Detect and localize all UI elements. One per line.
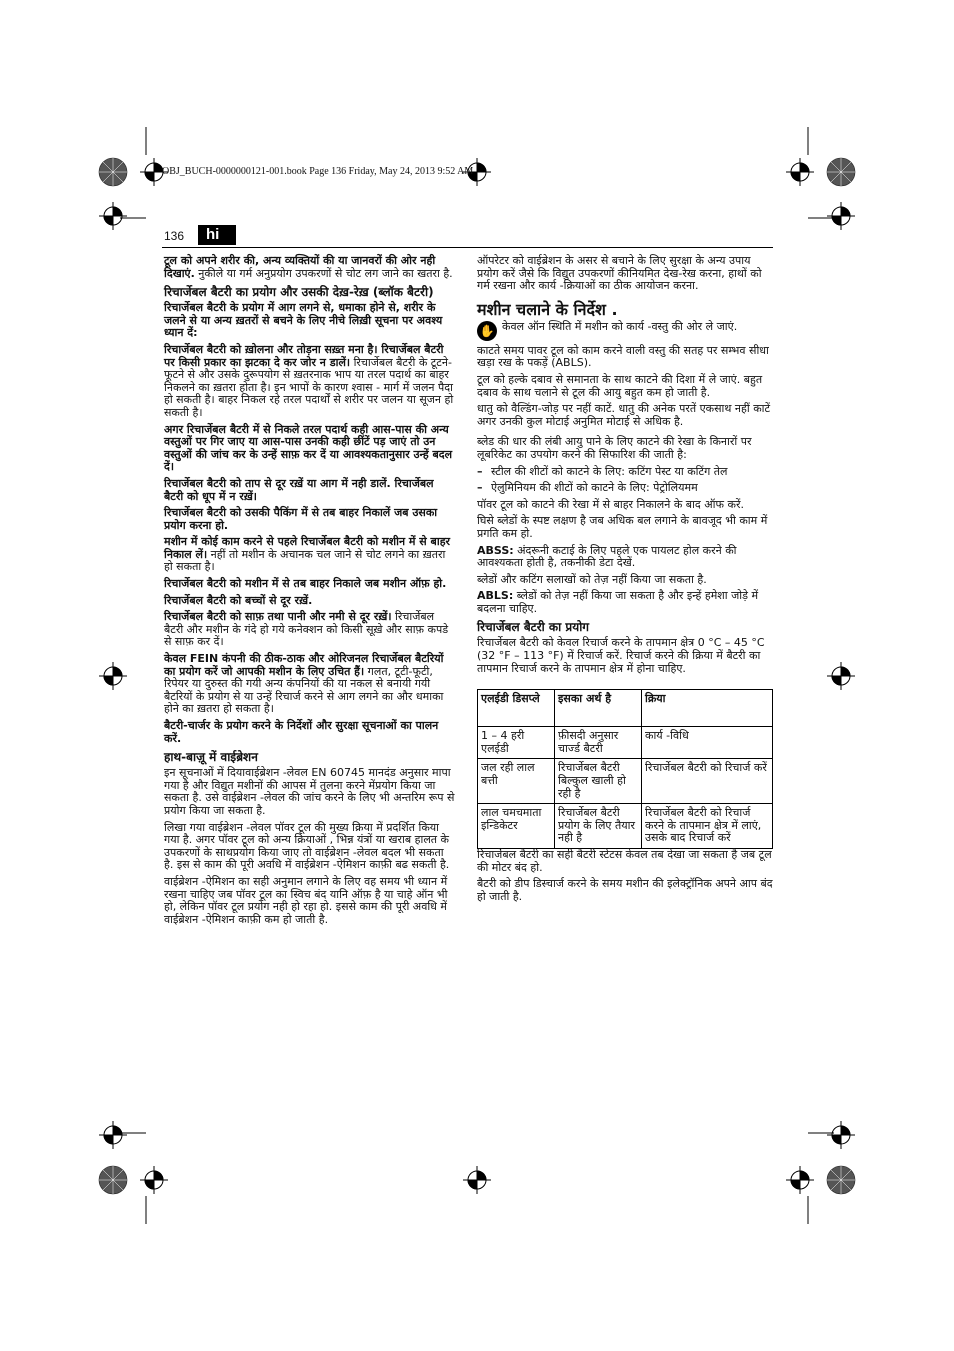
paragraph: रिचार्जेबल बैटरी को ख़ोलना और तोड़ना सख़्त मना है। रिचार्जेबल बैटरी पर किसी प्रकार का झटका दे कर जोर न डालें। रिचार्जेबल बैटरी के टूटने-फूटने से और उसके दुरूपयोग से ख़तरनाक भाप या तरल पदार्थ का बाहर निकलने का ख़तरा होता है। इन भापों के कारण श्वास - मार्ग में जलन पैदा हो सकती है। बाहर निकल रहे तरल पदार्थों से शरीर पर जलन या सूजन हो सकती है। (164, 342, 454, 419)
paragraph: घिसे ब्लेडों के स्पष्ट लक्षण है जब अधिक बल लगाने के बावजूद भी काम में प्रगति कम हो. (477, 514, 768, 540)
paragraph: वाईब्रेशन -ऐमिशन का सही अनुमान लगाने के लिए वह समय भी ध्यान में रखना चाहिए जब पॉवर टूल का स्विच बंद यानि ऑफ़ है या चाहे ऑन भी हो, लेकिन पॉवर टूल प्रयोग नही हो रहा हो. इससे काम की पूरी अवधि में वाईब्रेशन -ऐमिशन काफ़ी कम हो जाती है. (164, 874, 448, 926)
note-row (477, 321, 773, 341)
paragraph: अगर रिचार्जेबल बैटरी में से निकले तरल पदार्थ कही आस-पास की अन्य वस्तुओं पर गिर जाए या आस-पास उनकी कही छींटें पड़ जाएं तो उन वस्तुओं की जांच कर के उन्हें साफ़ कर दें या आवश्यकतानुसार उन्हें बदल दें। (164, 422, 453, 474)
left-column (164, 255, 455, 930)
note-text: केवल ऑन स्थिति में मशीन को कार्य -वस्तु की ओर ले जाएं. (502, 319, 738, 333)
paragraph: धातु को वैल्डिंग-जोड़ पर नहीं काटें. धातु की अनेक परतें एकसाथ नहीं काटें अगर उनकी कुल मोटाई अनुमित मोटाई से अधिक है. (477, 402, 771, 428)
table-cell: रिचार्जेबल बैटरी बिल्कुल खाली हो रही है (555, 759, 642, 804)
table-header-row (478, 690, 773, 727)
paragraph: ब्लेड की धार की लंबी आयु पाने के लिए काटने की रेखा के किनारों पर लूबरिकेट का उपयोग करने की सिफारिश की जाती है: (477, 435, 752, 461)
right-column (477, 255, 773, 907)
list-item: – ऐलुमिनियम की शीटों को काटने के लिए: पेट्रोलियमम (477, 482, 773, 495)
paragraph: रिचार्जेबल बैटरी को उसकी पैकिंग में से तब बाहर निकालें जब उसका प्रयोग करना हो. (164, 506, 438, 532)
paragraph: रिचार्जेबल बैटरी को ताप से दूर रख़ें या आग में नही डालें. रिचार्जेबल बैटरी को धूप में न रख़ें। (164, 476, 434, 503)
info-hand-icon: ✋ (477, 321, 497, 341)
paragraph: टूल को अपने शरीर की, अन्य व्यक्तियों की या जानवरों की ओर नही दिखाएं. नुकीले या गर्म अनुप्रयोग उपकरणों से चोट लग जाने का खतरा है. (164, 254, 453, 280)
table-header-cell: इसका अर्थ है (555, 690, 642, 727)
paragraph: केवल FEIN कंपनी की ठीक-ठाक और ओरिजनल रिचार्जेबल बैटरियों का प्रयोग करें जो आपकी मशीन के लिए उचित हैं। गलत, टूटी-फूटी, रिपेयर या दुरुस्त की गयी अन्य कंपनियों की या नकल से बनायी गयी बैटरियों के प्रयोग से या उन्हें रिचार्ज करने से आग लगने का और धमाका होने का ख़तरा हो सकता है। (164, 652, 444, 716)
list-item: – स्टील की शीटों को काटने के लिए: कटिंग पेस्ट या कटिंग तेल (477, 466, 773, 479)
table-cell: 1 – 4 हरी एलईडी (478, 727, 555, 759)
table-cell: फ़ीसदी अनुसार चार्ज्ड बैटरी (555, 727, 642, 759)
heading-battery-care: रिचार्जेबल बैटरी का प्रयोग और उसकी देख़-रेख़ (ब्लॉक बैटरी) (164, 285, 434, 300)
paragraph: काटते समय पावर टूल को काम करने वाली वस्तु की सतह पर सम्भव सीधा खड़ा रख के पकड़ें (ABLS). (477, 343, 769, 370)
paragraph: रिचार्जेबल बैटरी को केवल रिचार्ज करने के तापमान क्षेत्र 0 °C – 45 °C (32 °F – 113 °F) में रिचार्ज करें. रिचार्ज करने की क्रिया में बैटरी का तापमान रिचार्ज करने के तापमान क्षेत्र में होना चाहिए. (477, 636, 765, 675)
heading-battery-use: रिचार्जेबल बैटरी का प्रयोग (477, 620, 590, 635)
paragraph: टूल को हल्के दबाव से समानता के साथ काटने की दिशा में ले जाएं. बहुत दबाव के साथ चलाने से टूल की आयु बहुत कम हो जाती है. (477, 372, 763, 399)
table-cell: रिचार्जेबल बैटरी को रिचार्ज करने के तापमान क्षेत्र में लाएं, उसके बाद रिचार्ज करें (642, 804, 773, 849)
paragraph: रिचार्जेबल बैटरी के प्रयोग में आग लगने से, धमाका होने से, शरीर के जलने से या अन्य ख़तरों से बचने के लिए नीचे लिख़ी सूचना पर अवश्य ध्यान दें: (164, 301, 443, 340)
heading-operation: मशीन चलाने के निर्देश . (477, 299, 618, 319)
paragraph: बैटरी को डीप डिस्चार्ज करने के समय मशीन की इलेक्ट्रॉनिक अपने आप बंद हो जाती है. (477, 877, 773, 903)
paragraph: लिखा गया वाईब्रेशन -लेवल पॉवर टूल की मुख्य क्रिया में प्रदर्शित किया गया है. अगर पॉवर टूल को अन्य क्रियाओं , भिन्न यंत्रों या खराब हालत के उपकरणों के साथप्रयोग किया जाए तो वाईब्रेशन -लेवल बदल भी सकता है. इस से काम की पूरी अवधि में वाईब्रेशन -ऐमिशन काफ़ी बढ सकती है. (164, 820, 450, 872)
file-info-line: OBJ_BUCH-0000000121-001.book Page 136 Friday, May 24, 2013 9:52 AM (162, 166, 474, 177)
table-header-cell: क्रिया (642, 690, 773, 727)
paragraph: इन सूचनाओं में दियावाईब्रेशन -लेवल EN 60745 मानदंड अनुसार मापा गया है और विद्युत मशीनों की आपस में तुलना करने मेंप्रयोग किया जा सकता है. उसे वाईब्रेशन -लेवल की जांच करने के लिए भी अन्तरिम रूप से प्रयोग किया जा सकता है. (164, 766, 455, 817)
heading-vibration: हाथ-बाज़ू में वाईब्रेशन (164, 750, 258, 765)
paragraph: ABSS: अंदरूनी कटाई के लिए पहले एक पायलट होल करने की आवश्यकता होती है, तकनीकी डेटा देखें. (477, 543, 737, 570)
page-number: 136 (164, 229, 185, 243)
table-cell: कार्य -विधि (642, 727, 773, 759)
paragraph: पॉवर टूल को काटने की रेखा में से बाहर निकालने के बाद ऑफ करें. (477, 497, 744, 511)
paragraph: ऑपरेटर को वाईब्रेशन के असर से बचाने के लिए सुरक्षा के अन्य उपाय प्रयोग करें जैसे कि विद्युत उपकरणों कीनियमित देख-रेख करना, हाथों को गर्म रखना और कार्य -क्रियाओं का ठीक आयोजन करना. (477, 254, 762, 293)
paragraph: रिचार्जेबल बैटरी को साफ़ तथा पानी और नमी से दूर रख़ें। रिचार्जेबल बैटरी और मशीन के गंदे हो गये कनेक्शन को किसी सूख़े और साफ़ कपडे से साफ़ कर दें। (164, 610, 449, 649)
header-rule (162, 247, 773, 248)
paragraph: रिचार्जेबल बैटरी का सही बैटरी स्टेटस केवल तब देखा जा सकता है जब टूल की मोटर बंद हो. (477, 848, 772, 874)
paragraph: ABLS: ब्लेडों को तेज़ नहीं किया जा सकता है और इन्हें हमेशा जोड़े में बदलना चाहिए. (477, 589, 759, 615)
table-header-cell: एलईडी डिसप्ले (478, 690, 555, 727)
table-row (478, 759, 773, 804)
led-status-table (477, 689, 773, 849)
table-cell: रिचार्जेबल बैटरी प्रयोग के लिए तैयार नही है (555, 804, 642, 849)
table-cell: लाल चमचमाता इन्डिकेटर (478, 804, 555, 849)
paragraph: रिचार्जेबल बैटरी को बच्चों से दूर रख़ें. (164, 593, 313, 607)
language-badge: hi (198, 225, 236, 245)
paragraph: रिचार्जेबल बैटरी को मशीन में से तब बाहर निकाले जब मशीन ऑफ़ हो. (164, 577, 447, 591)
table-row (478, 727, 773, 759)
paragraph: ब्लेडों और कटिंग सलाखों को तेज़ नहीं किया जा सकता है. (477, 572, 707, 586)
paragraph: मशीन में कोई काम करने से पहले रिचार्जेबल बैटरी को मशीन में से बाहर निकाल लें। नहीं तो मशीन के अचानक चल जाने से चोट लगने का ख़तरा हो सकता है। (164, 535, 451, 574)
paragraph: बैटरी-चार्जर के प्रयोग करने के निर्देशों और सुरक्षा सूचनाओं का पालन करें. (164, 719, 439, 745)
table-row (478, 804, 773, 849)
table-cell: जल रही लाल बत्ती (478, 759, 555, 804)
table-cell: रिचार्जेबल बैटरी को रिचार्ज करें (642, 759, 773, 804)
